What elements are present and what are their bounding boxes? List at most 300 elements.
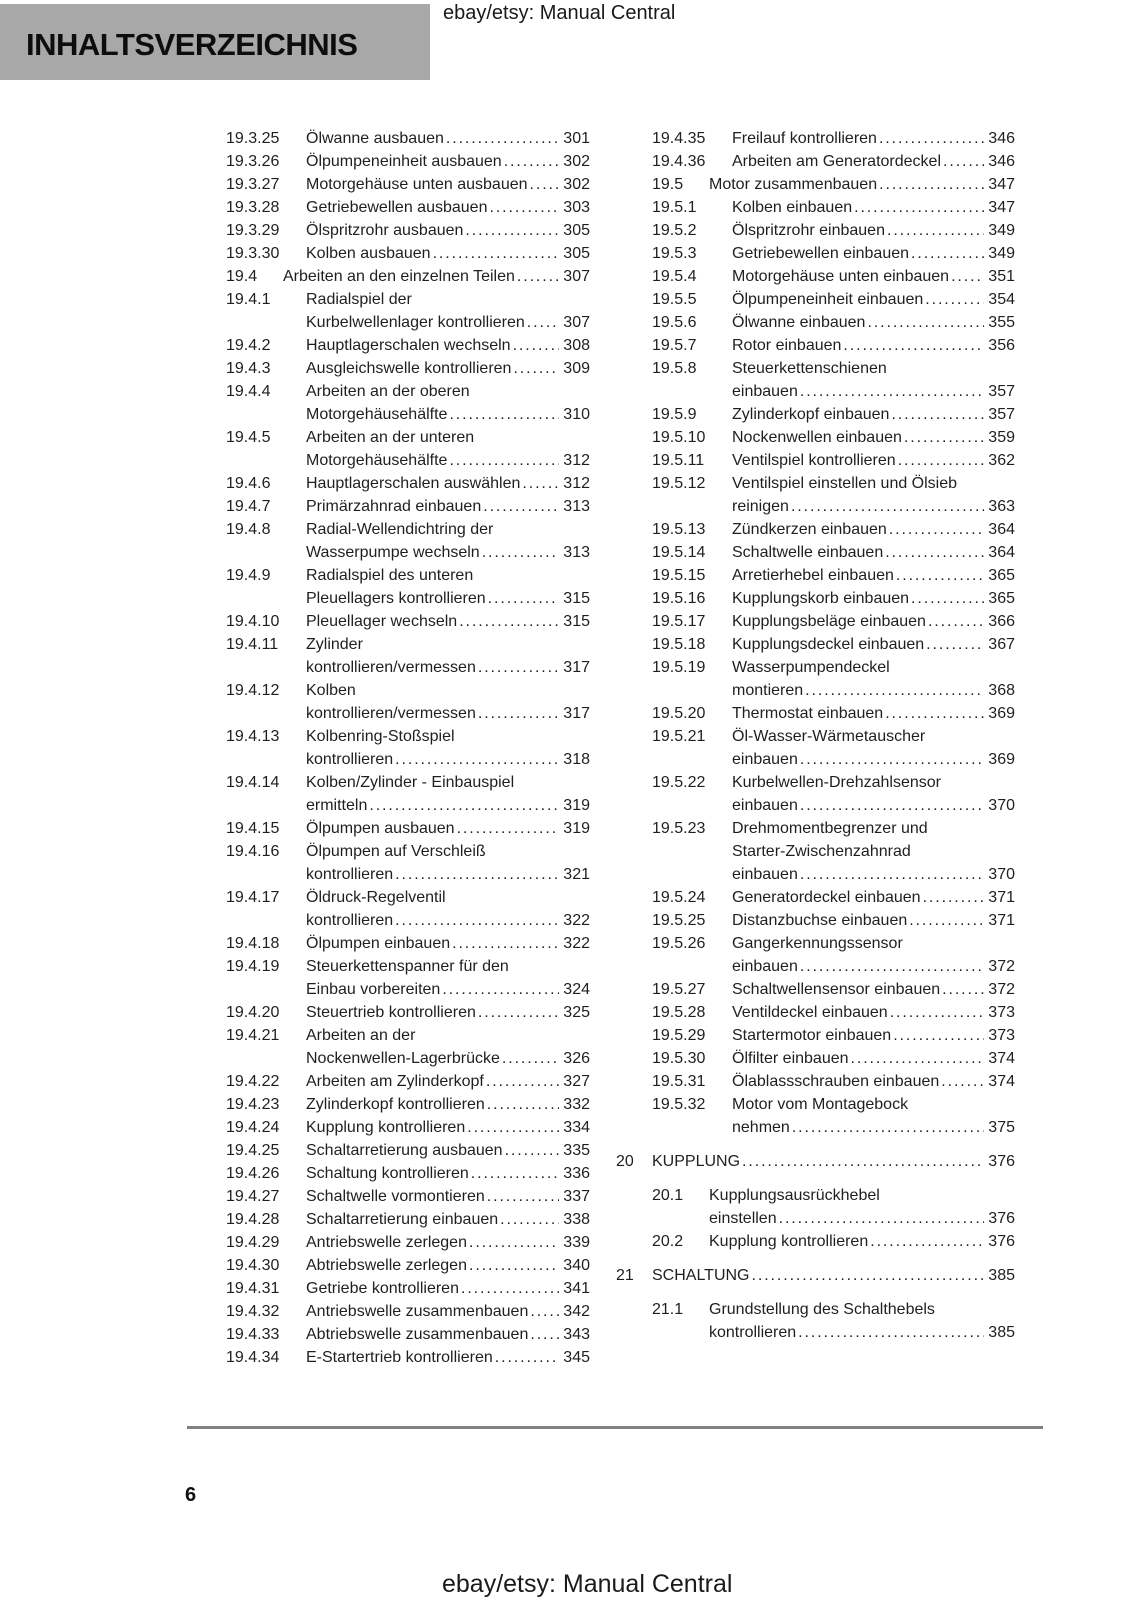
toc-entry-title: Schaltwelle einbauen <box>732 544 884 561</box>
dot-leader <box>431 242 560 265</box>
toc-entry-number: 19.5.19 <box>652 659 706 676</box>
toc-entry-lastline <box>306 1208 590 1231</box>
toc-entry-page: 355 <box>988 314 1015 331</box>
toc-entry-title: Ventilspiel einstellen und Ölsieb <box>732 475 958 492</box>
toc-entry-number: 19.5.11 <box>652 452 705 469</box>
dot-leader <box>798 748 984 771</box>
dot-leader <box>440 978 559 1001</box>
toc-entry-lastline <box>306 932 590 955</box>
toc-entry-lastline <box>306 1047 590 1070</box>
toc-entry <box>616 909 1015 932</box>
toc-entry-title: Getriebewellen einbauen <box>732 245 910 262</box>
dot-leader <box>465 1116 559 1139</box>
toc-entry-lastline <box>306 909 590 932</box>
toc-entry-page: 366 <box>988 613 1015 630</box>
toc-entry-page: 305 <box>563 245 590 262</box>
toc-entry-lastline <box>306 403 590 426</box>
dot-leader <box>907 909 984 932</box>
toc-entry-lastline <box>732 127 1015 150</box>
toc-entry-page: 313 <box>563 544 590 561</box>
toc-entry-title: Motorgehäuse unten einbauen <box>732 268 950 285</box>
toc-entry <box>226 173 590 196</box>
toc-entry-lastline <box>306 1254 590 1277</box>
toc-entry-page: 365 <box>988 567 1015 584</box>
toc-entry-page: 325 <box>563 1004 590 1021</box>
dot-leader <box>520 472 559 495</box>
toc-entry-title: Ölspritzrohr einbauen <box>732 222 885 239</box>
toc-entry-title: Schaltwellensensor einbauen <box>732 981 941 998</box>
toc-entry <box>616 978 1015 1001</box>
dot-leader <box>923 288 984 311</box>
toc-entry <box>616 610 1015 633</box>
toc-entry-page: 326 <box>563 1050 590 1067</box>
toc-entry-lastline <box>306 1300 590 1323</box>
toc-entry-number: 19.4.2 <box>226 337 271 354</box>
toc-entry-page: 356 <box>988 337 1015 354</box>
toc-entry <box>226 127 590 150</box>
toc-entry-page: 341 <box>563 1280 590 1297</box>
toc-entry-lastline <box>306 173 590 196</box>
toc-entry <box>226 1139 590 1162</box>
toc-entry-number: 20.2 <box>652 1233 684 1250</box>
toc-entry-number: 19.5.23 <box>652 820 706 837</box>
toc-entry-title: Kupplungsbeläge einbauen <box>732 613 926 630</box>
toc-entry-lastline <box>732 610 1015 633</box>
toc-entry-body <box>732 978 1015 1001</box>
toc-entry-page: 332 <box>563 1096 590 1113</box>
dot-leader <box>803 679 984 702</box>
toc-entry-body <box>732 127 1015 150</box>
dot-leader <box>515 265 559 288</box>
toc-entry-lastline <box>306 495 590 518</box>
toc-entry-title: Radialspiel des unteren <box>306 567 474 584</box>
toc-entry-body <box>306 380 590 426</box>
toc-entry-body <box>306 1231 590 1254</box>
toc-entry-title: Kolbenring-Stoßspiel <box>306 728 455 745</box>
toc-entry-body <box>306 1093 590 1116</box>
toc-entry-lastline <box>306 449 590 472</box>
dot-leader <box>463 219 559 242</box>
toc-entry-lastline <box>306 587 590 610</box>
toc-entry-body <box>732 403 1015 426</box>
dot-leader <box>500 1047 559 1070</box>
toc-entry-page: 319 <box>563 820 590 837</box>
toc-entry-lastline <box>732 242 1015 265</box>
toc-entry-lastline <box>732 748 1015 771</box>
toc-entry <box>616 541 1015 564</box>
toc-entry-lastline <box>306 748 590 771</box>
toc-entry-lastline <box>732 1070 1015 1093</box>
toc-entry-page: 337 <box>563 1188 590 1205</box>
toc-entry-number: 19.4.32 <box>226 1303 280 1320</box>
toc-entry <box>616 1150 1015 1173</box>
toc-entry-title: Arbeiten an der <box>306 1027 416 1044</box>
toc-entry-body <box>732 541 1015 564</box>
toc-entry <box>616 725 1015 771</box>
toc-entry-lastline <box>732 518 1015 541</box>
toc-entry-title: Thermostat einbauen <box>732 705 884 722</box>
toc-entry-page: 327 <box>563 1073 590 1090</box>
toc-entry-body <box>652 1150 1015 1173</box>
toc-entry-number: 19.4.12 <box>226 682 280 699</box>
toc-entry-title: Ölpumpen ausbauen <box>306 820 455 837</box>
dot-leader <box>459 1277 559 1300</box>
toc-entry <box>226 1001 590 1024</box>
dot-leader <box>798 955 984 978</box>
toc-entry-lastline <box>306 1001 590 1024</box>
toc-entry-title: Starter-Zwischenzahnrad <box>732 843 911 860</box>
toc-entry-lastline <box>732 633 1015 656</box>
toc-entry-body <box>732 426 1015 449</box>
toc-entry-page: 373 <box>988 1027 1015 1044</box>
toc-entry <box>226 265 590 288</box>
toc-entry-title: Schaltwelle vormontieren <box>306 1188 485 1205</box>
toc-entry-body <box>306 932 590 955</box>
dot-leader <box>902 426 984 449</box>
toc-entry-title: kontrollieren <box>306 751 394 768</box>
toc-entry-number: 19.3.27 <box>226 176 280 193</box>
dot-leader <box>525 311 560 334</box>
dot-leader <box>455 817 560 840</box>
toc-entry <box>616 1298 1015 1344</box>
toc-entry-lastline <box>732 449 1015 472</box>
toc-entry-page: 317 <box>563 705 590 722</box>
toc-entry-number: 19.4.27 <box>226 1188 280 1205</box>
toc-entry-title: Kurbelwellenlager kontrollieren <box>306 314 525 331</box>
toc-entry-title: Kolben ausbauen <box>306 245 431 262</box>
toc-entry-lastline <box>732 1024 1015 1047</box>
dot-leader <box>476 702 559 725</box>
toc-entry-page: 375 <box>988 1119 1015 1136</box>
toc-entry-body <box>732 817 1015 886</box>
toc-entry-title: Schaltarretierung einbauen <box>306 1211 499 1228</box>
toc-entry-page: 312 <box>563 452 590 469</box>
toc-entry-body <box>306 1323 590 1346</box>
dot-leader <box>528 1323 559 1346</box>
toc-entry <box>616 127 1015 150</box>
dot-leader <box>926 610 984 633</box>
toc-entry <box>616 518 1015 541</box>
toc-entry-number: 19.4.23 <box>226 1096 280 1113</box>
toc-entry-page: 346 <box>988 153 1015 170</box>
toc-entry-title: Ölpumpen auf Verschleiß <box>306 843 486 860</box>
dot-leader <box>924 633 984 656</box>
toc-entry-title: Steuerkettenschienen <box>732 360 887 377</box>
toc-entry-title: Kurbelwellen-Drehzahlsensor <box>732 774 941 791</box>
toc-entry-number: 19.3.29 <box>226 222 280 239</box>
toc-entry-body <box>732 564 1015 587</box>
toc-entry-page: 359 <box>988 429 1015 446</box>
toc-entry-title: Kolben/Zylinder - Einbauspiel <box>306 774 515 791</box>
toc-entry <box>226 610 590 633</box>
toc-entry-title: Hauptlagerschalen auswählen <box>306 475 521 492</box>
toc-entry-body <box>306 633 590 679</box>
toc-entry-title: kontrollieren/vermessen <box>306 705 476 722</box>
toc-entry <box>226 1208 590 1231</box>
toc-entry-lastline <box>306 196 590 219</box>
toc-entry-title: SCHALTUNG <box>652 1267 750 1284</box>
toc-entry-title: Arbeiten am Zylinderkopf <box>306 1073 484 1090</box>
toc-entry-lastline <box>306 127 590 150</box>
toc-entry-title: Getriebe kontrollieren <box>306 1280 459 1297</box>
toc-entry-title: Nockenwellen-Lagerbrücke <box>306 1050 500 1067</box>
toc-entry-title: einbauen <box>732 958 798 975</box>
toc-entry-number: 19.5.21 <box>652 728 706 745</box>
toc-entry-body <box>306 725 590 771</box>
dot-leader <box>528 1300 559 1323</box>
toc-entry-lastline <box>306 1116 590 1139</box>
toc-entry-number: 20 <box>616 1153 634 1170</box>
toc-entry-lastline <box>652 1150 1015 1173</box>
toc-entry-title: Kolben einbauen <box>732 199 853 216</box>
toc-entry-body <box>306 955 590 1001</box>
toc-entry-body <box>306 564 590 610</box>
toc-entry-lastline <box>732 311 1015 334</box>
dot-leader <box>476 656 559 679</box>
toc-entry-title: Hauptlagerschalen wechseln <box>306 337 511 354</box>
toc-entry-body <box>306 1116 590 1139</box>
toc-entry-page: 315 <box>563 590 590 607</box>
toc-entry-title: Arbeiten an der unteren <box>306 429 475 446</box>
toc-entry-lastline <box>306 1231 590 1254</box>
page-title: INHALTSVERZEICHNIS <box>26 27 358 62</box>
toc-entry-lastline <box>306 541 590 564</box>
toc-entry <box>226 1254 590 1277</box>
toc-entry-number: 19.4.16 <box>226 843 280 860</box>
toc-entry-lastline <box>306 1346 590 1369</box>
toc-entry-title: Motorgehäusehälfte <box>306 406 448 423</box>
dot-leader <box>940 978 984 1001</box>
toc-entry-lastline <box>732 1047 1015 1070</box>
toc-entry-title: Antriebswelle zerlegen <box>306 1234 467 1251</box>
toc-entry <box>226 932 590 955</box>
toc-entry-body <box>306 495 590 518</box>
toc-entry-page: 364 <box>988 521 1015 538</box>
toc-entry-lastline <box>306 1070 590 1093</box>
toc-entry-number: 19.4.21 <box>226 1027 280 1044</box>
toc-entry <box>226 1231 590 1254</box>
dot-leader <box>891 1024 984 1047</box>
toc-entry <box>616 1093 1015 1139</box>
toc-entry-title: Zylinder <box>306 636 363 653</box>
toc-entry <box>616 656 1015 702</box>
toc-entry-number: 19.4.15 <box>226 820 280 837</box>
toc-entry-number: 19.4.5 <box>226 429 271 446</box>
toc-entry-page: 346 <box>988 130 1015 147</box>
toc-entry-number: 19.3.30 <box>226 245 280 262</box>
toc-entry-title: Drehmomentbegrenzer und <box>732 820 928 837</box>
toc-entry-title: Kolben <box>306 682 356 699</box>
toc-entry-number: 19.5.30 <box>652 1050 706 1067</box>
toc-entry <box>616 242 1015 265</box>
toc-entry-page: 335 <box>563 1142 590 1159</box>
dot-leader <box>498 1208 559 1231</box>
toc-entry-number: 19.5.32 <box>652 1096 706 1113</box>
toc-entry <box>226 1070 590 1093</box>
toc-entry-lastline <box>306 150 590 173</box>
dot-leader <box>511 334 560 357</box>
toc-entry <box>226 1116 590 1139</box>
toc-entry <box>226 955 590 1001</box>
dot-leader <box>889 403 984 426</box>
toc-entry <box>226 564 590 610</box>
toc-entry-body <box>732 242 1015 265</box>
dot-leader <box>484 1070 559 1093</box>
toc-entry-body <box>306 334 590 357</box>
toc-entry <box>616 403 1015 426</box>
dot-leader <box>740 1150 984 1173</box>
toc-entry-body <box>732 311 1015 334</box>
toc-entry-page: 303 <box>563 199 590 216</box>
toc-entry-page: 362 <box>988 452 1015 469</box>
toc-entry-lastline <box>732 426 1015 449</box>
toc-entry-body <box>306 771 590 817</box>
toc-entry-lastline <box>306 242 590 265</box>
toc-entry-number: 20.1 <box>652 1187 684 1204</box>
toc-entry-title: Einbau vorbereiten <box>306 981 441 998</box>
toc-entry-page: 322 <box>563 912 590 929</box>
toc-entry-number: 19.4.9 <box>226 567 271 584</box>
toc-entry-body <box>306 1162 590 1185</box>
toc-entry-title: Zylinderkopf kontrollieren <box>306 1096 485 1113</box>
toc-entry-title: Generatordeckel einbauen <box>732 889 921 906</box>
toc-entry-page: 370 <box>988 866 1015 883</box>
toc-entry-body <box>732 886 1015 909</box>
toc-entry-lastline <box>306 219 590 242</box>
toc-entry-lastline <box>306 610 590 633</box>
toc-entry-number: 19.4.25 <box>226 1142 280 1159</box>
dot-leader <box>444 127 559 150</box>
toc-entry-page: 373 <box>988 1004 1015 1021</box>
toc-entry-title: kontrollieren <box>306 912 394 929</box>
toc-entry-page: 376 <box>988 1153 1015 1170</box>
toc-entry-lastline <box>283 265 590 288</box>
dot-leader <box>798 863 984 886</box>
toc-entry-number: 19.5.6 <box>652 314 697 331</box>
toc-entry-title: Schaltung kontrollieren <box>306 1165 469 1182</box>
toc-entry-lastline <box>732 863 1015 886</box>
toc-entry-title: Antriebswelle zusammenbauen <box>306 1303 529 1320</box>
toc-entry-title: Öldruck-Regelventil <box>306 889 446 906</box>
toc-entry-page: 376 <box>988 1233 1015 1250</box>
toc-entry-title: Motorgehäuse unten ausbauen <box>306 176 528 193</box>
toc-entry-number: 19.5.8 <box>652 360 697 377</box>
toc-entry-page: 349 <box>988 245 1015 262</box>
toc-entry-title: reinigen <box>732 498 789 515</box>
toc-entry-title: Abtriebswelle zusammenbauen <box>306 1326 529 1343</box>
toc-entry-page: 340 <box>563 1257 590 1274</box>
toc-entry-body <box>306 288 590 334</box>
toc-entry-page: 369 <box>988 705 1015 722</box>
toc-entry-number: 19.5.18 <box>652 636 706 653</box>
toc-entry-page: 357 <box>988 383 1015 400</box>
toc-entry-page: 351 <box>988 268 1015 285</box>
toc-entry-lastline <box>306 1323 590 1346</box>
dot-leader <box>485 1185 560 1208</box>
toc-entry <box>226 1346 590 1369</box>
toc-entry-lastline <box>732 1001 1015 1024</box>
toc-entry-number: 19.5.1 <box>652 199 697 216</box>
toc-entry-number: 19.4.7 <box>226 498 271 515</box>
toc-entry-number: 19.5.24 <box>652 889 706 906</box>
toc-entry-body <box>306 1346 590 1369</box>
toc-entry <box>226 288 590 334</box>
dot-leader <box>777 1207 985 1230</box>
toc-entry-title: Kupplung kontrollieren <box>709 1233 869 1250</box>
toc-entry <box>616 288 1015 311</box>
dot-leader <box>868 1230 984 1253</box>
dot-leader <box>447 403 559 426</box>
toc-entry-title: Radial-Wellendichtring der <box>306 521 494 538</box>
toc-entry-number: 19.4.8 <box>226 521 271 538</box>
toc-entry-title: Kupplung kontrollieren <box>306 1119 466 1136</box>
toc-entry-body <box>306 1277 590 1300</box>
dot-leader <box>877 173 984 196</box>
toc-entry-title: Ölwanne einbauen <box>732 314 866 331</box>
toc-entry-number: 19.4.33 <box>226 1326 280 1343</box>
dot-leader <box>921 886 985 909</box>
dot-leader <box>789 495 984 518</box>
toc-entry-body <box>306 173 590 196</box>
toc-entry-title: Kupplungsdeckel einbauen <box>732 636 925 653</box>
toc-entry-lastline <box>732 909 1015 932</box>
toc-entry-title: Steuerkettenspanner für den <box>306 958 509 975</box>
toc-entry-number: 19.5.7 <box>652 337 697 354</box>
toc-entry-body <box>306 1070 590 1093</box>
toc-entry-title: Grundstellung des Schalthebels <box>709 1301 935 1318</box>
toc-entry-body <box>732 725 1015 771</box>
toc-entry-number: 19.5.9 <box>652 406 697 423</box>
toc-entry-page: 385 <box>988 1324 1015 1341</box>
toc-entry-body <box>306 1001 590 1024</box>
toc-entry-number: 19.4.20 <box>226 1004 280 1021</box>
toc-entry-lastline <box>709 1321 1015 1344</box>
toc-entry-body <box>306 1254 590 1277</box>
toc-entry-page: 322 <box>563 935 590 952</box>
toc-entry-body <box>709 173 1015 196</box>
toc-entry-number: 19.5.17 <box>652 613 706 630</box>
toc-entry-title: Arbeiten an den einzelnen Teilen <box>283 268 515 285</box>
toc-entry-lastline <box>306 817 590 840</box>
dot-leader <box>796 1321 984 1344</box>
dot-leader <box>502 150 560 173</box>
dot-leader <box>885 219 984 242</box>
dot-leader <box>894 564 984 587</box>
toc-entry-body <box>306 242 590 265</box>
toc-entry-number: 19.4.18 <box>226 935 280 952</box>
dot-leader <box>480 541 560 564</box>
toc-entry-title: Getriebewellen ausbauen <box>306 199 488 216</box>
toc-entry-lastline <box>306 1185 590 1208</box>
toc-entry-number: 19.4.24 <box>226 1119 280 1136</box>
toc-entry-body <box>732 1047 1015 1070</box>
dot-leader <box>469 1162 560 1185</box>
toc-entry-page: 369 <box>988 751 1015 768</box>
toc-entry-number: 19.4.28 <box>226 1211 280 1228</box>
toc-entry <box>226 633 590 679</box>
toc-entry-title: Arbeiten am Generatordeckel <box>732 153 941 170</box>
toc-entry-number: 19.5.15 <box>652 567 706 584</box>
toc-entry <box>616 1264 1015 1287</box>
toc-entry <box>616 426 1015 449</box>
toc-entry-page: 349 <box>988 222 1015 239</box>
toc-entry-lastline <box>732 886 1015 909</box>
toc-entry-page: 339 <box>563 1234 590 1251</box>
toc-entry-number: 19.4.29 <box>226 1234 280 1251</box>
toc-entry-body <box>732 472 1015 518</box>
toc-entry <box>616 1047 1015 1070</box>
toc-entry-title: montieren <box>732 682 804 699</box>
